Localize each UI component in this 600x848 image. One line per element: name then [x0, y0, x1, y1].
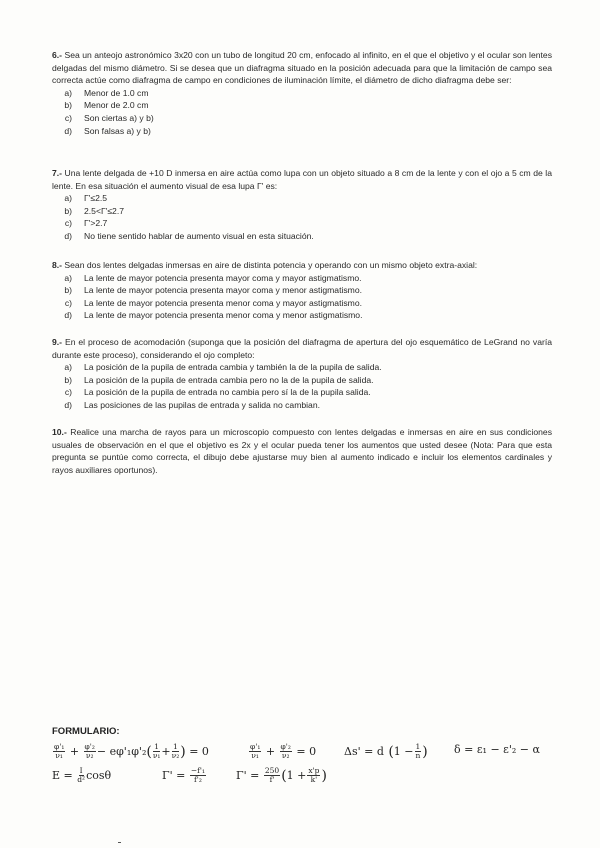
formula-term: Γ' = — [162, 769, 186, 782]
formula-term: − eφ'₁φ'₂ — [96, 745, 147, 758]
fraction — [280, 743, 292, 760]
option-letter: b) — [64, 205, 72, 216]
question-10-stem — [52, 426, 552, 476]
formula-row-2 — [52, 767, 572, 791]
option-letter: d) — [64, 125, 72, 136]
formula-term: Δs' = d — [344, 745, 384, 758]
numerator: φ'₂ — [280, 742, 291, 751]
option-text: La lente de mayor potencia presenta mayor coma y mayor astigmatismo. — [84, 272, 362, 283]
denominator: ν₁ — [251, 751, 259, 760]
option-letter: c) — [64, 112, 72, 123]
option-letter: a) — [64, 362, 72, 373]
question-10 — [52, 426, 552, 476]
formula-magnifier: Γ' = $\frac{250}{f'}$ ( 1 + $\frac{x'p}{k'}$ ) — [236, 766, 327, 784]
option-c[interactable] — [52, 112, 552, 125]
option-b[interactable] — [52, 205, 552, 218]
option-letter: b) — [64, 285, 72, 296]
option-text: Γ'>2.7 — [84, 218, 108, 229]
option-c[interactable] — [52, 217, 552, 230]
option-letter: d) — [64, 230, 72, 241]
option-text: Son falsas a) y b) — [84, 125, 151, 136]
question-8 — [52, 259, 552, 322]
question-text: Sean dos lentes delgadas inmersas en aire de distinta potencia y operando con un mismo objeto extra-axial: — [64, 260, 478, 270]
fraction — [249, 743, 261, 760]
option-text: La lente de mayor potencia presenta menor coma y mayor astigmatismo. — [84, 297, 362, 308]
fraction — [190, 767, 206, 784]
option-c[interactable] — [52, 386, 552, 399]
fraction — [264, 767, 280, 784]
denominator: f'₂ — [194, 775, 202, 784]
question-8-stem — [52, 259, 552, 272]
option-letter: a) — [64, 193, 72, 204]
denominator: k' — [310, 775, 318, 784]
denominator: ν₂ — [85, 751, 94, 760]
option-letter: b) — [64, 374, 72, 385]
denominator: ν₁ — [152, 751, 161, 760]
numerator: 1 — [154, 742, 160, 751]
denominator: ν₂ — [171, 751, 180, 760]
option-text: Las posiciones de las pupilas de entrada y salida no cambian. — [84, 399, 321, 410]
option-text: La lente de mayor potencia presenta menor coma y menor astigmatismo. — [84, 310, 363, 321]
option-text: Γ'≤2.5 — [84, 193, 108, 204]
option-d[interactable] — [52, 399, 552, 412]
question-6-stem — [52, 49, 552, 87]
question-7-stem — [52, 167, 552, 192]
denominator: d² — [77, 775, 86, 784]
option-b[interactable] — [52, 284, 552, 297]
formula-term: Γ' = — [236, 769, 260, 782]
option-letter: c) — [64, 297, 72, 308]
fraction — [172, 743, 180, 760]
fraction — [84, 743, 96, 760]
denominator: f' — [269, 775, 275, 784]
formula-term: = 0 — [189, 745, 209, 758]
formula-term: E = — [52, 769, 73, 782]
formula-delta-s: Δs' = d ( 1 − $\frac{1}{n}$ ) — [344, 742, 428, 760]
question-number: 9.- — [52, 337, 63, 347]
option-text: La posición de la pupila de entrada cambia y también la de la pupila de salida. — [84, 362, 382, 373]
denominator: ν₁ — [55, 751, 63, 760]
formula-row-1 — [52, 743, 572, 767]
option-text: La posición de la pupila de entrada no cambia pero sí la de la pupila salida. — [84, 387, 371, 398]
option-a[interactable] — [52, 192, 552, 205]
option-letter: d) — [64, 310, 72, 321]
numerator: I — [79, 766, 83, 775]
question-text: Sea un anteojo astronómico 3x20 con un tubo de longitud 20 cm, enfocado al infinito, en el que el objetivo y el ocular son lentes delgadas del mismo diámetro. Si se desea que un diafragma situado en la posición adecuada para que la limitación de campo sea correcta actúe como diafragma de campo en condiciones de iluminación límite, el diámetro de dicho diafragma debe ser: — [52, 50, 552, 86]
numerator: φ'₂ — [84, 742, 95, 751]
option-d[interactable] — [52, 230, 552, 243]
question-number: 8.- — [52, 260, 63, 270]
formulario-title: FORMULARIO: — [52, 726, 120, 737]
question-6 — [52, 49, 552, 137]
option-b[interactable] — [52, 99, 552, 112]
numerator: 1 — [173, 742, 178, 751]
numerator: φ'₁ — [250, 742, 261, 751]
option-letter: c) — [64, 387, 72, 398]
question-text: En el proceso de acomodación (suponga que la posición del diafragma de apertura del ojo esquemático de LeGrand no varía durante este proceso), considerando el ojo completo: — [52, 337, 552, 360]
formula-deviation — [454, 743, 540, 756]
question-number: 6.- — [52, 50, 63, 60]
question-number: 10.- — [52, 427, 67, 437]
formula-term: cosθ — [86, 769, 112, 782]
option-a[interactable] — [52, 87, 552, 100]
option-text: 2.5<Γ'≤2.7 — [84, 205, 125, 216]
option-c[interactable] — [52, 297, 552, 310]
option-letter: c) — [64, 218, 72, 229]
question-9 — [52, 336, 552, 412]
formula-telescope-magnification — [162, 767, 207, 784]
option-list — [52, 272, 552, 322]
option-d[interactable] — [52, 309, 552, 322]
fraction — [415, 743, 422, 760]
option-d[interactable] — [52, 125, 552, 138]
numerator: 250 — [264, 766, 280, 775]
option-list — [52, 361, 552, 411]
formula-thick-lens: $\frac{\text{φ'₁}}{\text{ν₁}}$ + $\frac{\text{φ'₂}}{\text{ν₂}}$ − eφ'₁φ'₂ ( $\frac{1}{\text{ν₁}}$ + $\frac{1}{\text{ν₂}}$ ) = 0 — [54, 742, 209, 760]
scan-mark — [118, 842, 121, 843]
option-a[interactable] — [52, 361, 552, 374]
fraction — [77, 767, 85, 784]
option-text: No tiene sentido hablar de aumento visual en esta situación. — [84, 230, 314, 241]
option-a[interactable] — [52, 272, 552, 285]
option-list — [52, 192, 552, 242]
option-text: La lente de mayor potencia presenta mayor coma y menor astigmatismo. — [84, 285, 362, 296]
numerator: 1 — [415, 742, 421, 751]
denominator: n — [415, 751, 421, 760]
formulario — [52, 726, 572, 791]
numerator: x'p — [308, 766, 320, 775]
fraction — [153, 743, 161, 760]
option-letter: a) — [64, 272, 72, 283]
option-list — [52, 87, 552, 137]
denominator: ν₂ — [281, 751, 290, 760]
option-text: Menor de 1.0 cm — [84, 87, 149, 98]
question-number: 7.- — [52, 168, 63, 178]
option-letter: a) — [64, 87, 72, 98]
formula-term: δ = ε₁ − ε'₂ − α — [454, 743, 540, 756]
option-text: Menor de 2.0 cm — [84, 100, 149, 111]
option-text: Son ciertas a) y b) — [84, 112, 154, 123]
question-text: Realice una marcha de rayos para un microscopio compuesto con lentes delgadas e inmersas en aire en sus condiciones usuales de observación en el que el objetivo es 2x y el ocular pueda tener los aumentos que usted desee (Nota: Para que esta pregunta se puntúe como correcta, el dibujo debe ajustarse muy bien al aumento indicado e incluir los elementos cardinales y rayos auxiliares oportunos). — [52, 427, 552, 475]
formula-illuminance — [52, 767, 111, 784]
option-letter: b) — [64, 100, 72, 111]
question-text: Una lente delgada de +10 D inmersa en aire actúa como lupa con un objeto situado a 8 cm de la lente y con el ojo a 5 cm de la lente. En esa situación el aumento visual de esa lupa Γ' es: — [52, 168, 552, 191]
question-7 — [52, 167, 552, 243]
numerator: −f'₁ — [190, 766, 206, 775]
numerator: φ'₁ — [54, 742, 65, 751]
formula-term: = 0 — [296, 745, 317, 758]
formula-thin-lens: $\frac{\text{φ'₁}}{\text{ν₁}}$ + $\frac{\text{φ'₂}}{\text{ν₂}}$ = 0 — [250, 742, 317, 760]
fraction — [307, 767, 320, 784]
question-9-stem — [52, 336, 552, 361]
option-letter: d) — [64, 399, 72, 410]
option-text: La posición de la pupila de entrada cambia pero no la de la pupila de salida. — [84, 374, 374, 385]
option-b[interactable] — [52, 374, 552, 387]
fraction — [53, 743, 65, 760]
